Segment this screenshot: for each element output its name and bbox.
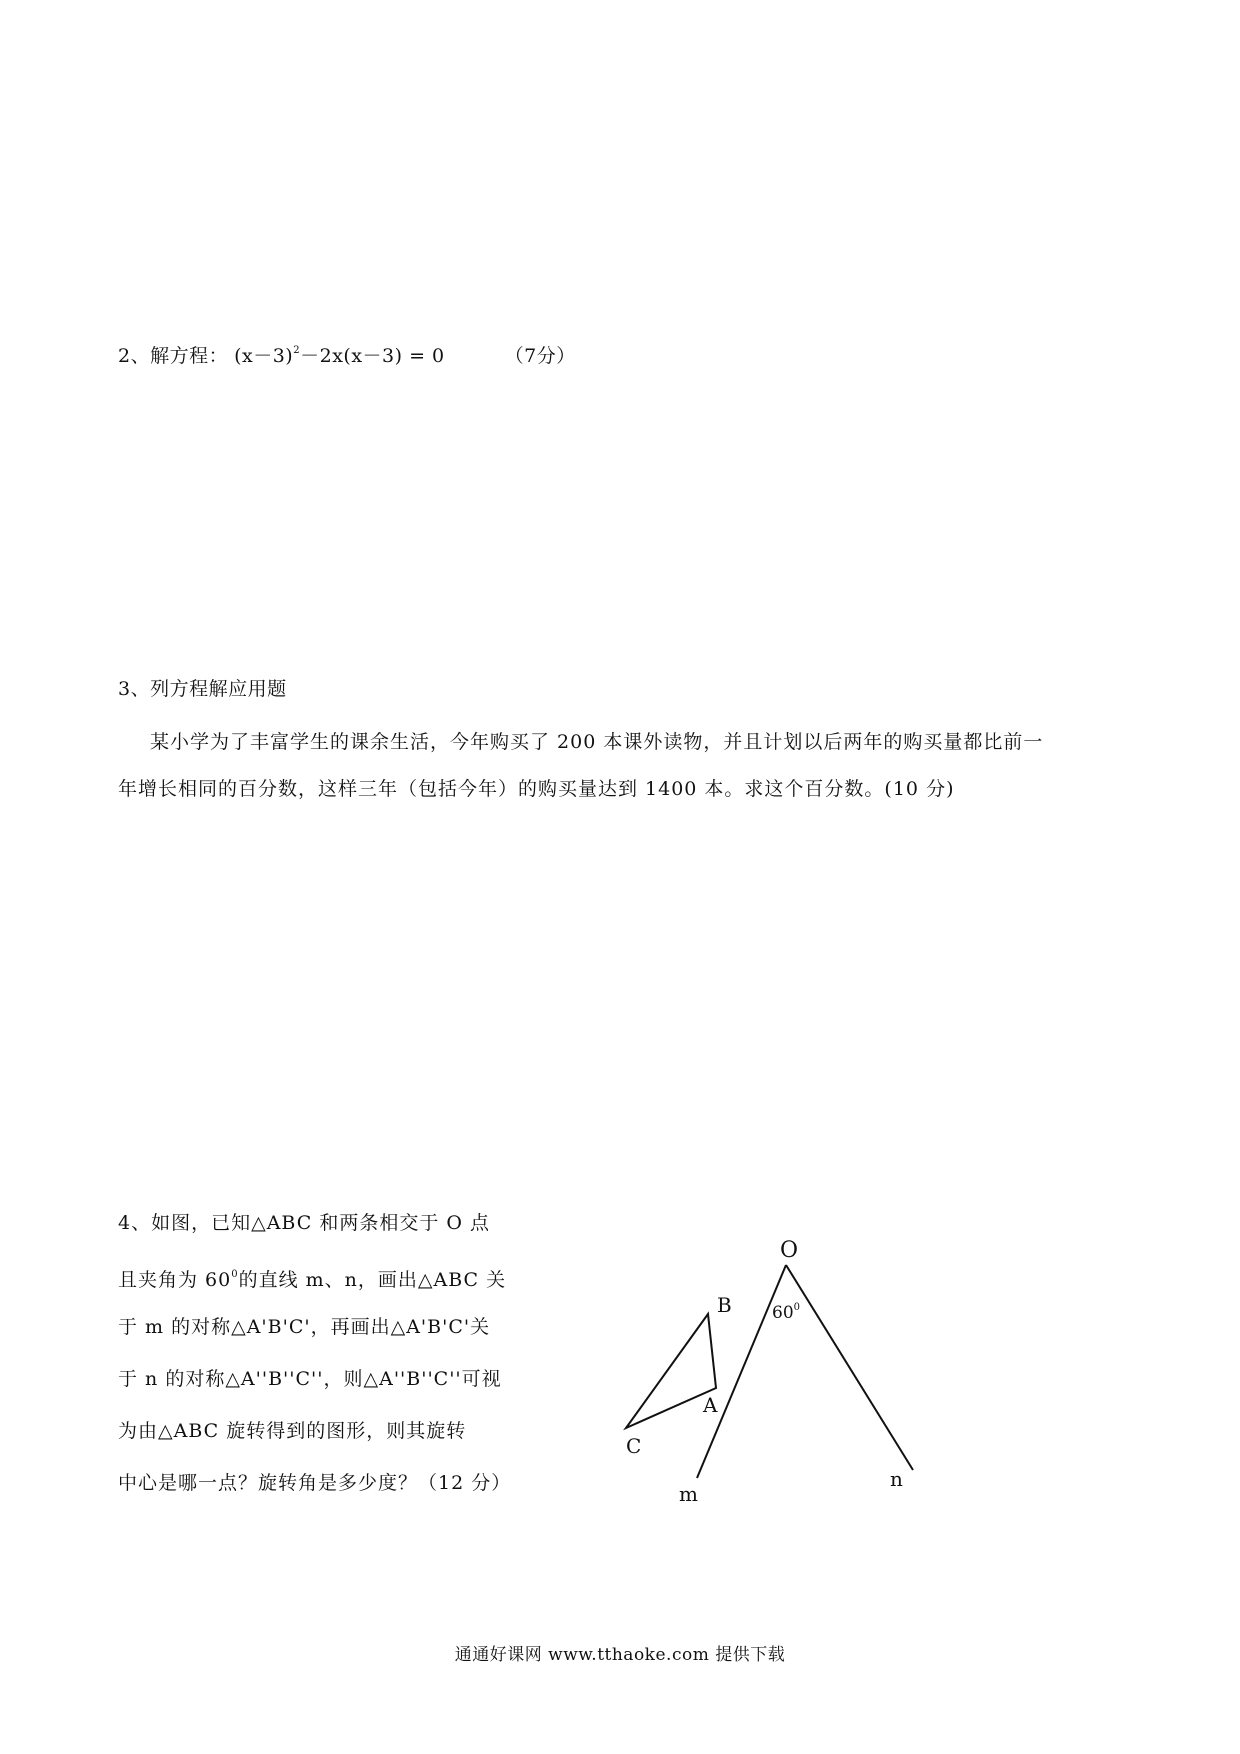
label-c: C	[626, 1434, 642, 1458]
question-4-line-1: 4、如图，已知△ABC 和两条相交于 O 点	[118, 1212, 490, 1234]
label-a: A	[703, 1393, 718, 1417]
label-b: B	[717, 1293, 732, 1317]
question-4-line-5: 为由△ABC 旋转得到的图形，则其旋转	[118, 1420, 467, 1442]
angle-degree-sup: 0	[793, 1302, 801, 1313]
label-n: n	[890, 1467, 903, 1491]
question-4-line-2-a: 且夹角为 60	[118, 1269, 232, 1291]
question-3-line-2: 年增长相同的百分数，这样三年（包括今年）的购买量达到 1400 本。求这个百分数。(10 分)	[118, 778, 955, 800]
footer-credit: 通通好课网 www.tthaoke.com 提供下载	[454, 1645, 786, 1665]
label-o: O	[780, 1238, 799, 1263]
question-4-line-3: 于 m 的对称△A'B'C'，再画出△A'B'C'关	[118, 1316, 491, 1338]
question-4-line-2-b: 的直线 m、n，画出△ABC 关	[238, 1269, 507, 1291]
question-3-line-1: 某小学为了丰富学生的课余生活，今年购买了 200 本课外读物，并且计划以后两年的购买量都比前一	[150, 731, 1044, 753]
degree-superscript: 0	[231, 1269, 239, 1280]
angle-value: 60	[772, 1303, 794, 1323]
line-n	[786, 1265, 913, 1470]
line-m	[697, 1265, 786, 1478]
label-m: m	[679, 1482, 698, 1506]
equation-part-a: (x－3)	[234, 345, 294, 367]
question-2-prefix: 2、解方程：	[118, 345, 229, 367]
equation-part-b: －2x(x－3) = 0	[300, 345, 445, 367]
question-2-points: （7分）	[504, 345, 576, 367]
equation-exponent: 2	[293, 345, 301, 356]
angle-label	[772, 1302, 800, 1323]
question-4-line-4: 于 n 的对称△A''B''C''，则△A''B''C''可视	[118, 1368, 502, 1390]
question-3-title: 3、列方程解应用题	[118, 678, 287, 700]
question-4-line-6: 中心是哪一点？旋转角是多少度？（12 分）	[118, 1472, 512, 1494]
